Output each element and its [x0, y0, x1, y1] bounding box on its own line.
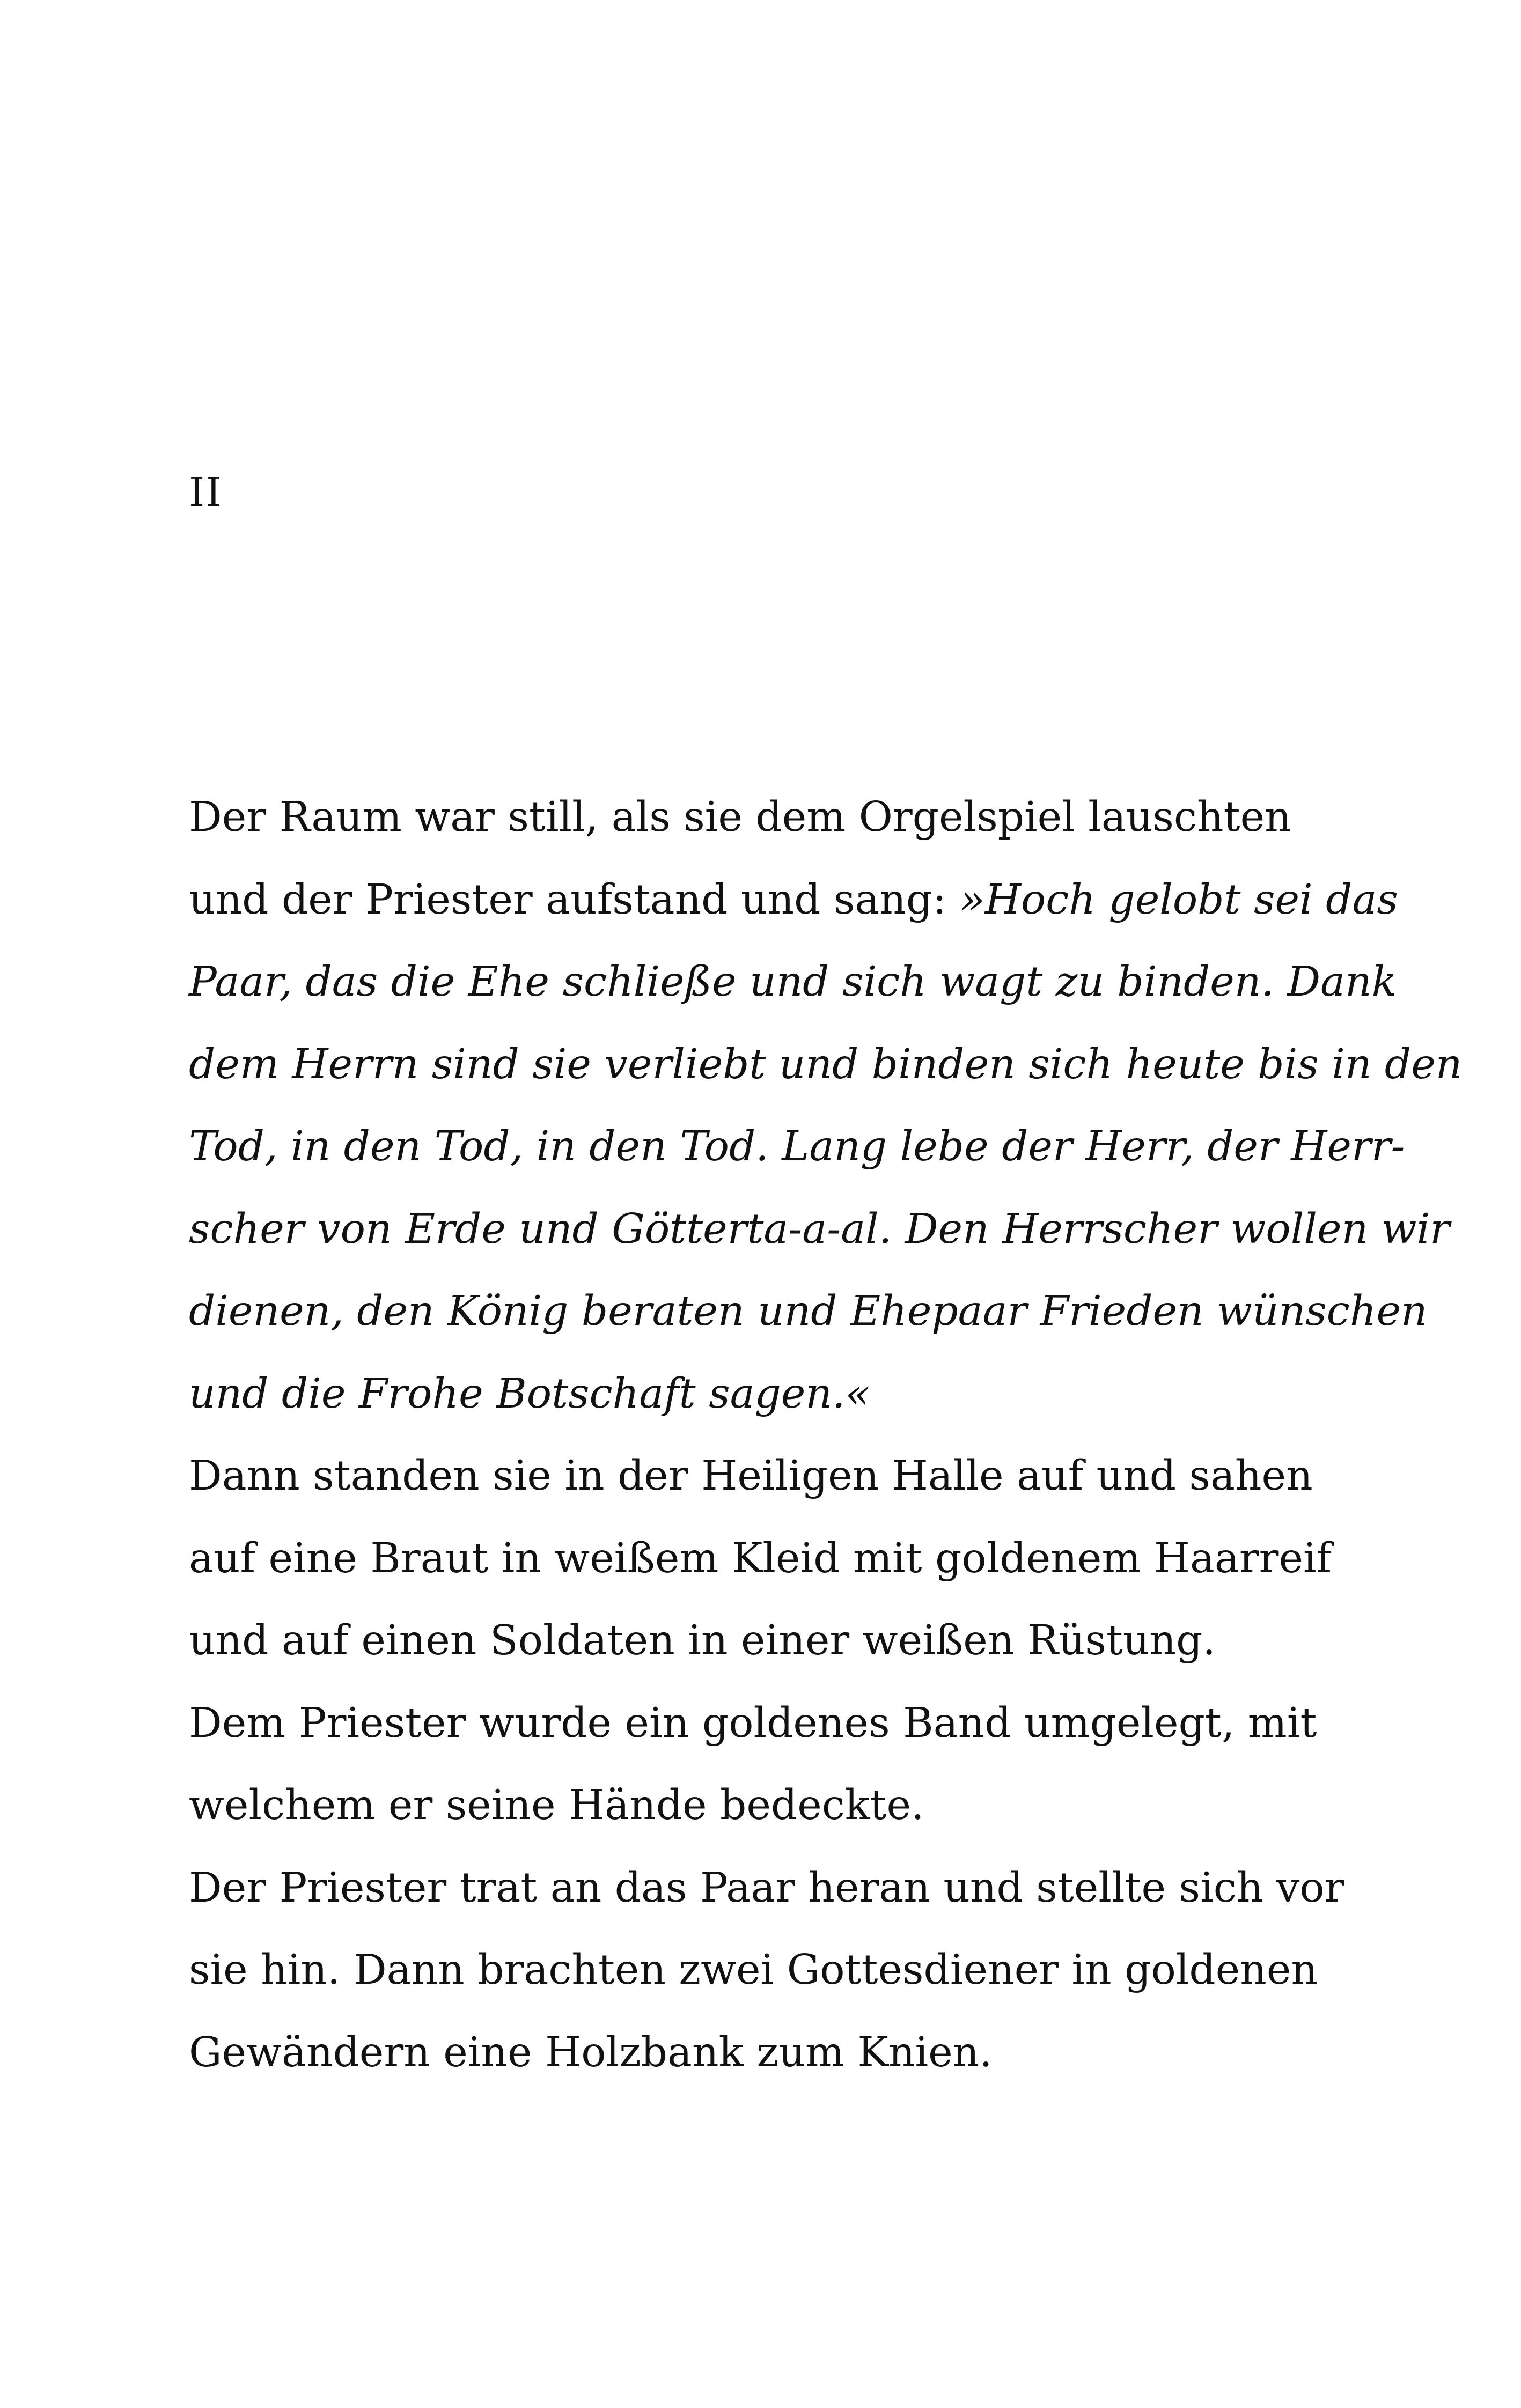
- text-line-roman: Dem Priester wurde ein goldenes Band umgelegt, mit: [189, 1699, 1317, 1747]
- text-line-roman: und der Priester aufstand und sang:: [189, 875, 960, 924]
- text-line-roman: Gewändern eine Holzbank zum Knien.: [189, 2028, 993, 2076]
- text-line-roman: sie hin. Dann brachten zwei Gottesdiener in goldenen: [189, 1946, 1318, 1994]
- text-line: [189, 1120, 1405, 1203]
- text-line: [189, 2026, 1294, 2109]
- text-line-italic: und die Frohe Botschaft sagen.«: [189, 1369, 871, 1418]
- text-line-italic: dienen, den König beraten und Ehepaar Frieden wünschen: [189, 1287, 1428, 1335]
- text-line-roman: Der Raum war still, als sie dem Orgelspiel lauschten: [189, 793, 1291, 841]
- text-line: [189, 873, 1398, 956]
- text-line: [189, 1449, 1313, 1532]
- text-line: [189, 1285, 1428, 1367]
- chapter-number: II: [189, 469, 223, 516]
- text-line: [189, 1532, 1332, 1615]
- text-line: [189, 1943, 1318, 2026]
- text-line-roman: Dann standen sie in der Heiligen Halle auf und sahen: [189, 1452, 1313, 1500]
- text-line: [189, 1203, 1450, 1285]
- text-line-italic: scher von Erde und Götterta-a-al. Den Herrscher wollen wir: [189, 1205, 1450, 1253]
- text-line: [189, 1697, 1317, 1779]
- text-line-roman: auf eine Braut in weißem Kleid mit goldenem Haarreif: [189, 1534, 1332, 1582]
- text-line-roman: Der Priester trat an das Paar heran und stellte sich vor: [189, 1864, 1344, 1912]
- text-line-italic: Tod, in den Tod, in den Tod. Lang lebe der Herr, der Herr-: [189, 1123, 1405, 1170]
- text-line-italic: dem Herrn sind sie verliebt und binden sich heute bis in den: [189, 1040, 1463, 1088]
- text-line: [189, 1779, 1294, 1861]
- text-line: [189, 955, 1397, 1038]
- text-line: [189, 1367, 1294, 1450]
- text-line: [189, 791, 1294, 873]
- body-text: [189, 791, 1463, 2108]
- text-line-italic: »Hoch gelobt sei das: [959, 875, 1398, 924]
- text-line: [189, 1038, 1463, 1121]
- text-line: [189, 1861, 1344, 1944]
- text-line-roman: welchem er seine Hände bedeckte.: [189, 1781, 924, 1829]
- text-line: [189, 1614, 1294, 1697]
- text-line-roman: und auf einen Soldaten in einer weißen Rüstung.: [189, 1617, 1216, 1665]
- text-line-italic: Paar, das die Ehe schließe und sich wagt zu binden. Dank: [189, 958, 1397, 1006]
